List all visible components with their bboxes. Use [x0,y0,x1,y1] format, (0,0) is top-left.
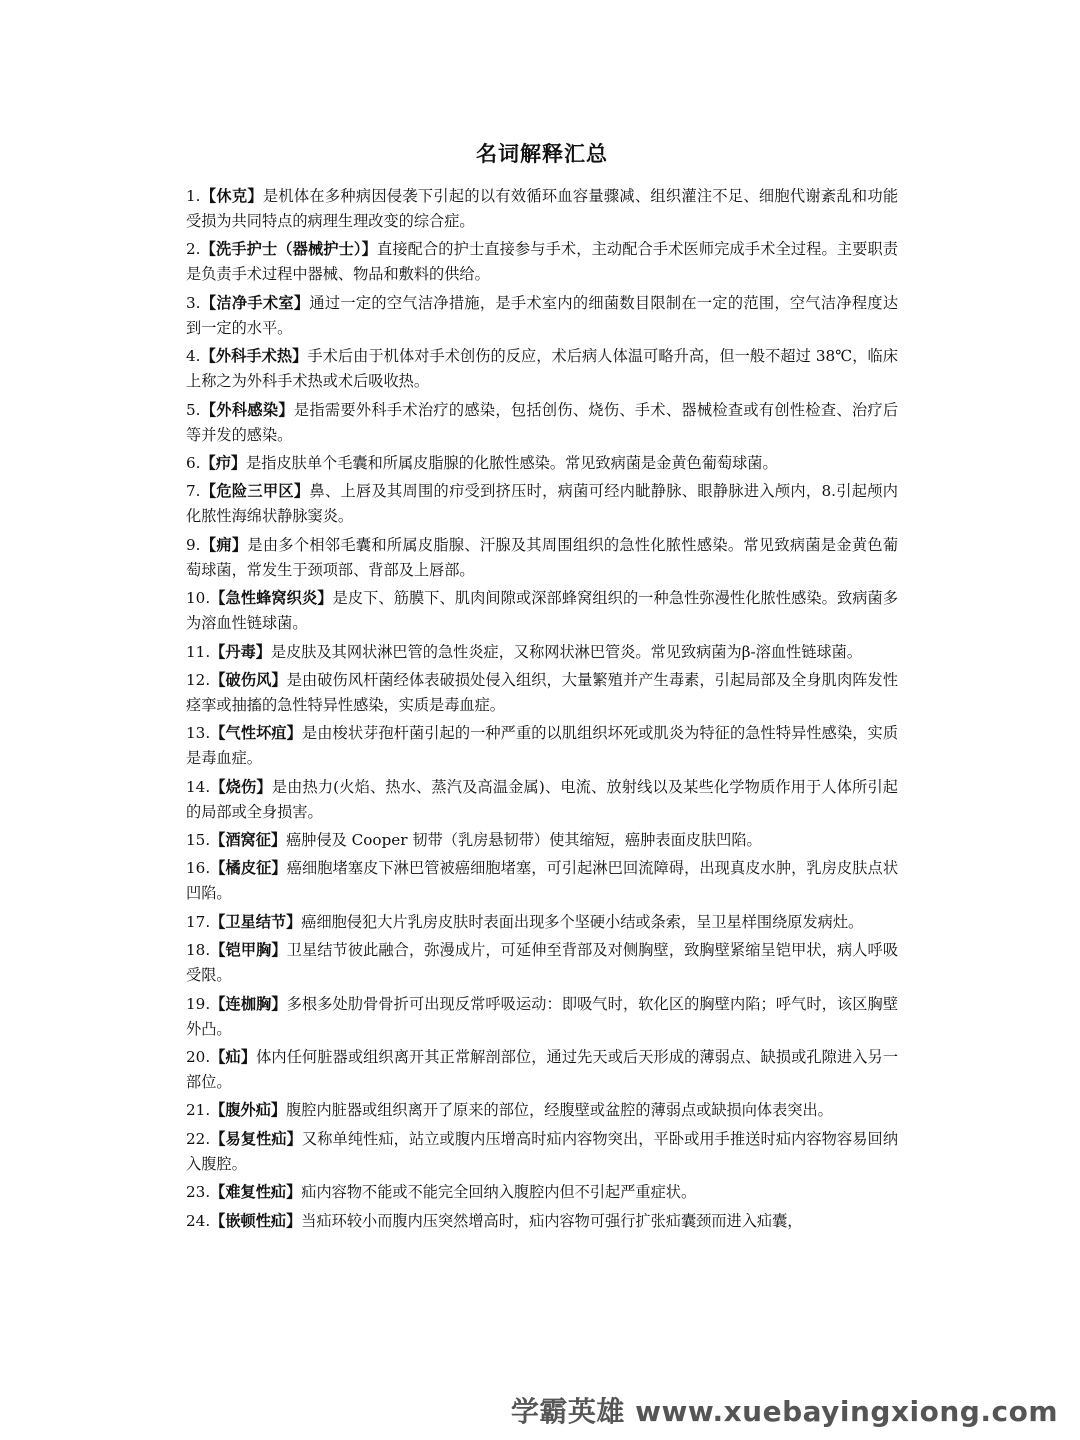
entry-term: 【难复性疝】 [210,1183,302,1202]
entry-number: 24. [186,1211,211,1230]
entry-term: 【洗手护士（器械护士）】 [200,240,377,259]
entry-definition: 又称单纯性疝，站立或腹内压增高时疝内容物突出，平卧或用手推送时疝内容物容易回纳入腹腔。 [186,1129,899,1173]
entry-definition: 腹腔内脏器或组织离开了原来的部位，经腹壁或盆腔的薄弱点或缺损向体表突出。 [286,1101,833,1120]
entry-definition: 是皮肤及其网状淋巴管的急性炎症，又称网状淋巴管炎。常见致病菌为β-溶血性链球菌。 [270,642,862,661]
entry-term: 【痈】 [200,535,248,554]
entry-term: 【危险三甲区】 [200,482,310,501]
definition-entry [186,451,898,476]
document-page [186,138,898,1237]
entry-number: 3. [186,293,201,312]
entry-number: 14. [186,777,211,796]
entry-term: 【连枷胸】 [210,994,287,1013]
definition-entry [186,291,898,341]
entry-number: 10. [186,589,211,608]
entry-definition: 多根多处肋骨骨折可出现反常呼吸运动：即吸气时，软化区的胸壁内陷；呼气时，该区胸壁外凸。 [186,994,899,1038]
entry-number: 4. [186,347,201,366]
entry-number: 9. [186,535,201,554]
entry-term: 【外科手术热】 [200,347,308,366]
definition-entry [186,721,898,771]
entry-term: 【急性蜂窝织炎】 [210,589,333,608]
definition-entry [186,828,898,853]
entry-definition: 是机体在多种病因侵袭下引起的以有效循环血容量骤减、组织灌注不足、细胞代谢紊乱和功能受损为共同特点的病理生理改变的综合症。 [186,187,898,230]
definition-entry [186,398,898,448]
definition-entry [186,586,898,636]
entry-number: 21. [186,1101,211,1120]
entry-term: 【铠甲胸】 [210,941,287,960]
entry-number: 1. [186,187,201,205]
entry-definition: 是由多个相邻毛囊和所属皮脂腺、汗腺及其周围组织的急性化脓性感染。常见致病菌是金黄色葡萄球菌，常发生于颈项部、背部及上唇部。 [186,535,898,579]
entry-term: 【丹毒】 [210,642,271,661]
definition-entry [186,668,898,718]
entry-term: 【疖】 [200,453,247,472]
definition-entry [186,237,898,287]
definition-entry [186,856,898,906]
entry-number: 12. [186,670,211,689]
entry-term: 【疝】 [210,1048,257,1067]
entry-term: 【腹外疝】 [210,1101,287,1120]
watermark: 学霸英雄 www.xuebayingxiong.com [510,1395,1058,1428]
entry-definition: 当疝环较小而腹内压突然增高时，疝内容物可强行扩张疝囊颈而进入疝囊， [301,1211,803,1230]
definition-entry [186,1180,898,1205]
definition-entry [186,479,898,529]
entry-number: 18. [186,941,211,960]
entry-number: 16. [186,859,211,878]
entry-number: 5. [186,400,201,419]
entry-definition: 鼻、上唇及其周围的疖受到挤压时，病菌可经内眦静脉、眼静脉进入颅内，8.引起颅内化脓性海绵状静脉窦炎。 [186,482,898,526]
entry-term: 【洁净手术室】 [200,293,310,312]
entry-number: 11. [186,642,211,661]
definition-entry [186,184,898,234]
entry-number: 15. [186,831,211,850]
entry-definition: 是由梭状芽孢杆菌引起的一种严重的以肌组织坏死或肌炎为特征的急性特异性感染，实质是毒血症。 [186,724,899,768]
entry-term: 【易复性疝】 [210,1129,302,1148]
definition-entry [186,775,898,825]
entry-term: 【气性坏疽】 [210,724,302,743]
entry-number: 23. [186,1183,211,1202]
entry-definition: 体内任何脏器或组织离开其正常解剖部位，通过先天或后天形成的薄弱点、缺损或孔隙进入另一部位。 [186,1048,899,1092]
definition-entry [186,640,898,665]
page-title: 名词解释汇总 [476,142,608,166]
definition-entry [186,938,898,988]
entry-number: 2. [186,240,201,259]
entry-definition: 是指皮肤单个毛囊和所属皮脂腺的化脓性感染。常见致病菌是金黄色葡萄球菌。 [246,453,778,472]
entry-number: 19. [186,994,211,1013]
entry-definition: 手术后由于机体对手术创伤的反应，术后病人体温可略升高，但一般不超过 38℃，临床上称之为外科手术热或术后吸收热。 [186,347,898,391]
entry-term: 【烧伤】 [210,777,272,796]
entry-definition: 癌肿侵及 Cooper 韧带（乳房悬韧带）使其缩短，癌肿表面皮肤凹陷。 [286,831,762,850]
definition-entry [186,910,898,935]
entry-definition: 疝内容物不能或不能完全回纳入腹腔内但不引起严重症状。 [301,1183,697,1202]
entry-definition: 卫星结节彼此融合，弥漫成片，可延伸至背部及对侧胸壁，致胸壁紧缩呈铠甲状，病人呼吸受限。 [186,941,899,985]
entry-list [186,184,898,1234]
definition-entry [186,1098,898,1123]
entry-term: 【破伤风】 [210,670,287,689]
entry-number: 6. [186,453,201,472]
entry-number: 13. [186,724,211,743]
entry-definition: 是指需要外科手术治疗的感染，包括创伤、烧伤、手术、器械检查或有创性检查、治疗后等并发的感染。 [186,400,898,444]
entry-term: 【外科感染】 [200,400,294,419]
definition-entry [186,1209,898,1234]
definition-entry [186,533,898,583]
definition-entry [186,992,898,1042]
entry-definition: 通过一定的空气洁净措施，是手术室内的细菌数目限制在一定的范围，空气洁净程度达到一定的水平。 [186,293,898,337]
entry-term: 【酒窝征】 [210,831,287,850]
entry-term: 【卫星结节】 [210,912,302,931]
entry-number: 17. [186,912,211,931]
entry-definition: 是由破伤风杆菌经体表破损处侵入组织，大量繁殖并产生毒素，引起局部及全身肌肉阵发性痉挛或抽搐的急性特异性感染，实质是毒血症。 [186,670,899,714]
entry-definition: 直接配合的护士直接参与手术，主动配合手术医师完成手术全过程。主要职责是负责手术过程中器械、物品和敷料的供给。 [186,240,898,284]
entry-definition: 癌细胞堵塞皮下淋巴管被癌细胞堵塞，可引起淋巴回流障碍，出现真皮水肿，乳房皮肤点状凹陷。 [186,859,899,903]
entry-definition: 是皮下、筋膜下、肌肉间隙或深部蜂窝组织的一种急性弥漫性化脓性感染。致病菌多为溶血性链球菌。 [186,589,899,633]
definition-entry [186,1127,898,1177]
entry-term: 【嵌顿性疝】 [210,1211,302,1230]
entry-term: 【休克】 [200,187,263,205]
entry-term: 【橘皮征】 [210,859,287,878]
definition-entry [186,344,898,394]
entry-number: 20. [186,1048,211,1067]
entry-number: 22. [186,1129,211,1148]
entry-number: 7. [186,482,201,501]
definition-entry [186,1045,898,1095]
entry-definition: 癌细胞侵犯大片乳房皮肤时表面出现多个坚硬小结或条索，呈卫星样围绕原发病灶。 [301,912,864,931]
entry-definition: 是由热力(火焰、热水、蒸汽及高温金属)、电流、放射线以及某些化学物质作用于人体所引起的局部或全身损害。 [186,777,898,821]
